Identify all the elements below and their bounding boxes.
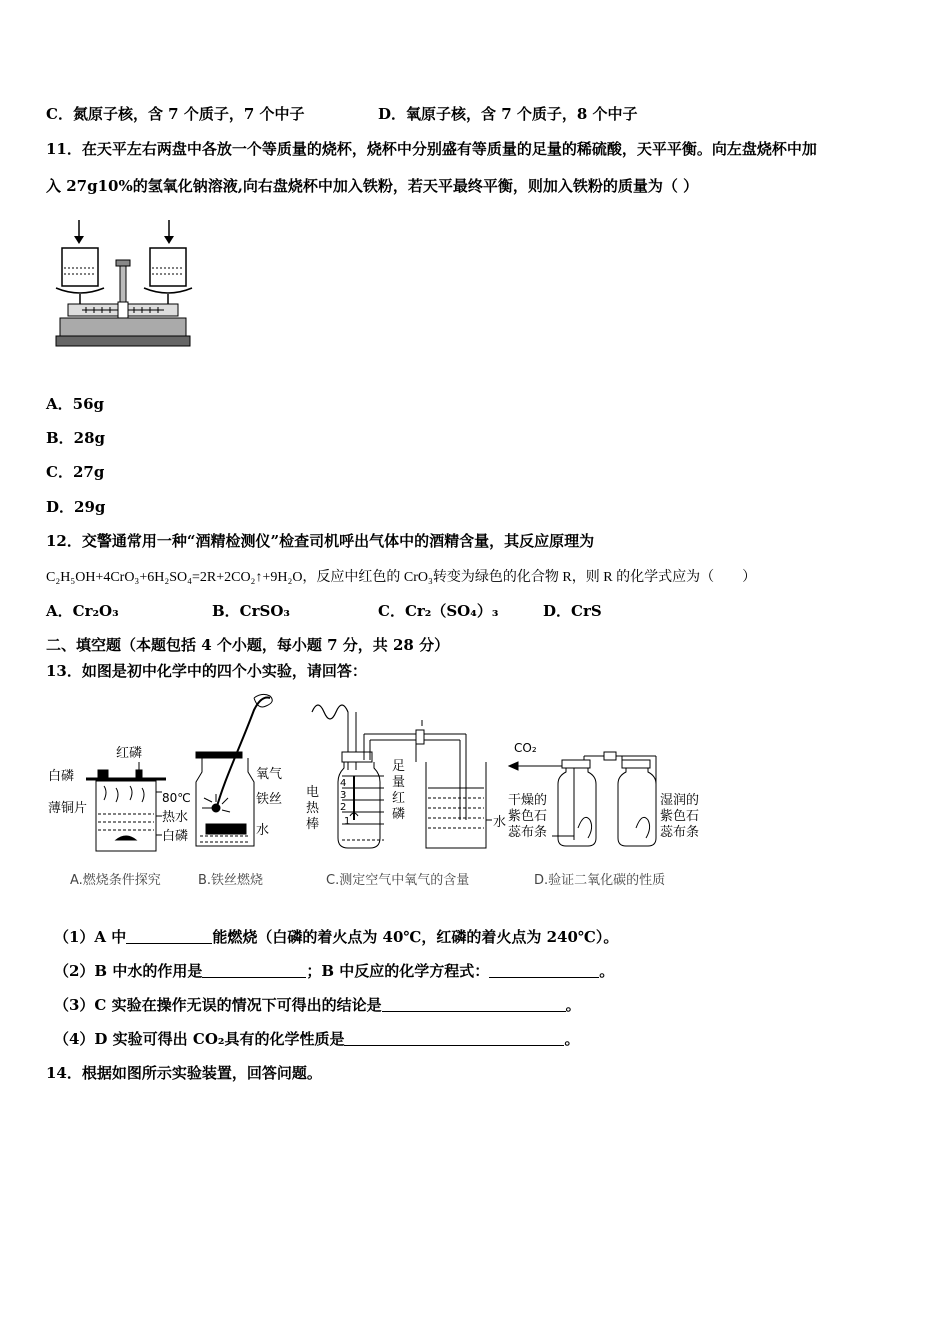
label-dry-1: 干燥的 — [508, 793, 548, 808]
q10-option-c: C．氮原子核，含 7 个质子，7 个中子 — [46, 105, 305, 123]
q11-option-b: B．28g — [46, 429, 106, 447]
label-white-phosphorus-2: 白磷 — [162, 829, 189, 844]
label-mark-2: 2 — [340, 802, 347, 813]
experiment-a — [86, 762, 166, 851]
label-dry-3: 蕊布条 — [508, 825, 548, 840]
label-dry-2: 紫色石 — [508, 809, 548, 824]
section-title: 二、填空题（本题包括 4 个小题，每小题 7 分，共 28 分） — [46, 636, 450, 654]
label-rod-1: 电 — [306, 785, 320, 800]
q12-option-b: B．CrSO₃ — [212, 602, 290, 620]
label-water-b: 水 — [256, 823, 270, 838]
label-mark-3: 3 — [340, 790, 347, 801]
q11-option-c: C．27g — [46, 463, 105, 481]
q13-part2: （2）B 中水的作用是 ；B 中反应的化学方程式： 。 — [54, 962, 615, 980]
q10-option-d: D．氧原子核，含 7 个质子，8 个中子 — [378, 105, 638, 123]
q11-stem-line2: 入 27g10%的氢氧化钠溶液,向右盘烧杯中加入铁粉，若天平最终平衡，则加入铁粉的质量为（ ） — [46, 177, 699, 195]
q12-equation-line: C₂H₅OH+4CrO₃+6H₂SO₄=2R+2CO₂↑+9H₂O，反应中红色的 CrO₃转变为绿色的化合物 R，则 R 的化学式应为（ ） — [46, 570, 757, 585]
answer-blank-4[interactable] — [344, 1030, 564, 1046]
answer-blank-2a[interactable] — [202, 962, 306, 978]
q13-part4: （4）D 实验可得出 CO₂具有的化学性质是 。 — [54, 1030, 580, 1048]
label-temperature: 80℃ — [162, 791, 191, 805]
label-copper-sheet: 薄铜片 — [48, 801, 88, 816]
q12-option-c: C．Cr₂（SO₄）₃ — [378, 602, 499, 620]
label-wet-2: 紫色石 — [660, 809, 700, 824]
q11-stem-line1: 11．在天平左右两盘中各放一个等质量的烧杯，烧杯中分别盛有等质量的足量的稀硫酸，天平平衡。向左盘烧杯中加 — [46, 140, 817, 158]
q11-option-d: D．29g — [46, 498, 106, 516]
label-red-2: 磷 — [392, 807, 406, 822]
label-excess-2: 量 — [392, 775, 406, 790]
label-rod-3: 棒 — [306, 817, 320, 832]
q13-part1: （1）A 中 能燃烧（白磷的着火点为 40℃，红磷的着火点为 240℃）。 — [54, 928, 619, 946]
label-hot-water: 热水 — [162, 810, 189, 825]
label-red-1: 红 — [392, 791, 406, 806]
q13-part3: （3）C 实验在操作无误的情况下可得出的结论是 。 — [54, 996, 581, 1014]
label-wet-1: 湿润的 — [660, 793, 700, 808]
answer-blank-3[interactable] — [382, 996, 566, 1012]
answer-blank-1[interactable] — [126, 928, 212, 944]
label-white-phosphorus: 白磷 — [48, 769, 75, 784]
label-mark-4: 4 — [340, 778, 347, 789]
label-water-c: 水 — [493, 815, 507, 830]
label-red-phosphorus: 红磷 — [116, 746, 143, 761]
label-rod-2: 热 — [306, 801, 320, 816]
q12-option-d: D．CrS — [543, 602, 602, 620]
label-co2: CO₂ — [514, 741, 537, 755]
label-mark-1: 1 — [344, 816, 351, 827]
caption-d: D.验证二氧化碳的性质 — [534, 873, 666, 888]
q14-stem: 14．根据如图所示实验装置，回答问题。 — [46, 1064, 322, 1082]
experiment-figure — [44, 690, 724, 900]
label-iron-wire: 铁丝 — [256, 792, 283, 807]
caption-a: A.燃烧条件探究 — [70, 873, 161, 888]
caption-c: C.测定空气中氧气的含量 — [326, 873, 470, 888]
label-excess-1: 足 — [392, 759, 406, 774]
balance-figure — [52, 218, 194, 350]
q12-stem-line1: 12．交警通常用一种“酒精检测仪”检查司机呼出气体中的酒精含量，其反应原理为 — [46, 532, 595, 550]
q11-option-a: A．56g — [46, 395, 105, 413]
label-wet-3: 蕊布条 — [660, 825, 700, 840]
answer-blank-2b[interactable] — [489, 962, 599, 978]
q13-stem: 13．如图是初中化学中的四个小实验，请回答： — [46, 662, 367, 680]
label-oxygen: 氧气 — [256, 767, 283, 782]
q12-option-a: A．Cr₂O₃ — [46, 602, 119, 620]
caption-b: B.铁丝燃烧 — [198, 873, 264, 888]
